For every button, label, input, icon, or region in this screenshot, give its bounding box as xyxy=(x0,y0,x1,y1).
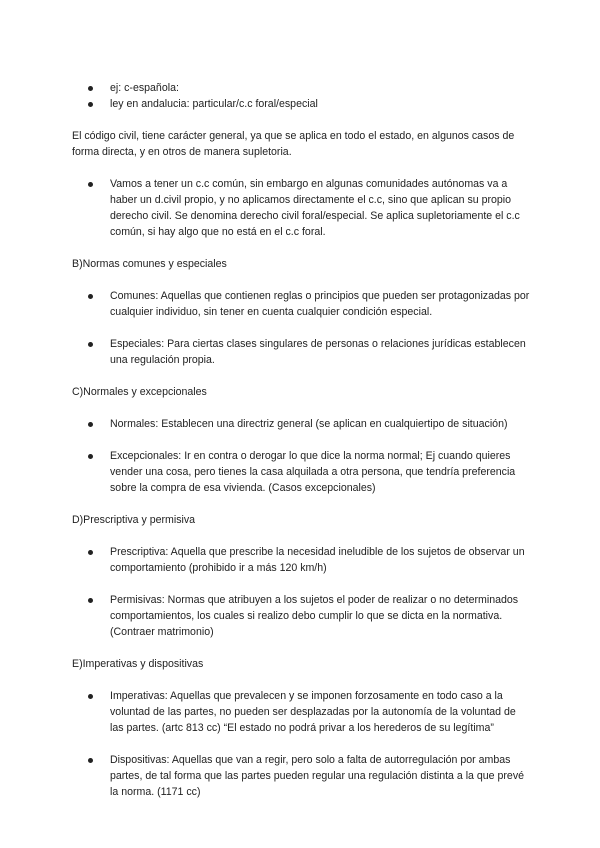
list-item-text: ej: c-española: xyxy=(110,82,179,94)
list-item-text: Permisivas: Normas que atribuyen a los sujetos el poder de realizar o no determinados comportamientos, los cuales si realizo debo cumplir lo que se dicta en la normativa. (Contraer matrimonio) xyxy=(110,594,519,638)
list-item xyxy=(72,688,532,736)
document-body xyxy=(72,80,532,800)
paragraph-codigo-civil: El código civil, tiene carácter general, ya que se aplica en todo el estado, en algunos casos de forma directa, y en otros de manera supletoria. xyxy=(72,130,515,158)
list-item xyxy=(72,96,532,112)
bullet-icon xyxy=(88,294,93,299)
list-item xyxy=(72,80,532,96)
list-item-text: Excepcionales: Ir en contra o derogar lo que dice la norma normal; Ej cuando quieres vender una cosa, pero tienes la casa alquilada a otra persona, que tendría preferencia sobre la compra de esa vivienda. (Casos excepcionales) xyxy=(110,450,516,494)
bullet-icon xyxy=(88,598,93,603)
bullet-list-section-c xyxy=(72,416,532,496)
bullet-icon xyxy=(88,694,93,699)
bullet-icon xyxy=(88,422,93,427)
list-item-text: ley en andalucia: particular/c.c foral/especial xyxy=(110,98,318,110)
bullet-list-section-e xyxy=(72,688,532,800)
list-item-text: Especiales: Para ciertas clases singulares de personas o relaciones jurídicas establecen una regulación propia. xyxy=(110,338,526,366)
list-item-text: Dispositivas: Aquellas que van a regir, pero solo a falta de autorregulación por ambas partes, de tal forma que las partes pueden regular una regulación distinta a la que prevé la norma. (1171 cc) xyxy=(110,754,525,798)
bullet-icon xyxy=(88,758,93,763)
list-item-text: Prescriptiva: Aquella que prescribe la necesidad ineludible de los sujetos de observar un comportamiento (prohibido ir a más 120 km/h) xyxy=(110,546,525,574)
bullet-icon xyxy=(88,342,93,347)
list-item xyxy=(72,176,532,240)
list-item-text: Imperativas: Aquellas que prevalecen y se imponen forzosamente en todo caso a la voluntad de las partes, no pueden ser desplazadas por la autonomía de la voluntad de las partes. (artc 813 cc) “El estado no podrá privar a los herederos de su legítima” xyxy=(110,690,516,734)
bullet-icon xyxy=(88,550,93,555)
section-heading: C)Normales y excepcionales xyxy=(72,386,207,398)
list-item xyxy=(72,592,532,640)
bullet-list-section-d xyxy=(72,544,532,640)
list-item xyxy=(72,336,532,368)
list-item xyxy=(72,416,532,432)
bullet-icon xyxy=(88,86,93,91)
section-heading: E)Imperativas y dispositivas xyxy=(72,658,204,670)
list-item xyxy=(72,544,532,576)
list-item xyxy=(72,752,532,800)
section-heading: D)Prescriptiva y permisiva xyxy=(72,514,196,526)
bullet-icon xyxy=(88,454,93,459)
bullet-list-examples xyxy=(72,80,532,112)
list-item-text: Comunes: Aquellas que contienen reglas o principios que pueden ser protagonizadas por cualquier individuo, sin tener en cuenta cualquier condición especial. xyxy=(110,290,530,318)
bullet-list-section-b xyxy=(72,288,532,368)
section-heading: B)Normas comunes y especiales xyxy=(72,258,227,270)
list-item xyxy=(72,448,532,496)
bullet-list-cc-comun xyxy=(72,176,532,240)
bullet-icon xyxy=(88,102,93,107)
list-item xyxy=(72,288,532,320)
bullet-icon xyxy=(88,182,93,187)
list-item-text: Normales: Establecen una directriz general (se aplican en cualquiertipo de situación) xyxy=(110,418,508,430)
list-item-text: Vamos a tener un c.c común, sin embargo en algunas comunidades autónomas va a haber un d.civil propio, y no aplicamos directamente el c.c, sino que aplican su propio derecho civil. Se denomina derecho civil foral/especial. Se aplica supletoriamente el c.c común, si hay algo que no está en el c.c foral. xyxy=(110,178,520,238)
